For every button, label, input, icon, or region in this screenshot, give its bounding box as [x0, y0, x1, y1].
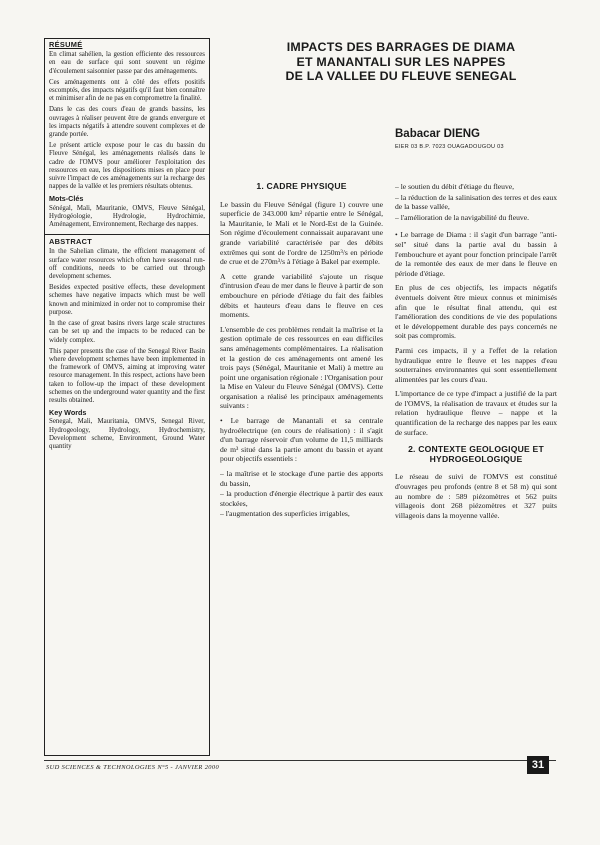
- body-paragraph: • Le barrage de Diama : il s'agit d'un barrage "anti-sel" situé dans la partie aval du bassin à l'embouchure et ayant pour fonction principale l'arrêt de la remontée des eaux de mer dans le fleuve en période d'étiage.: [395, 230, 557, 278]
- resume-paragraph: Le présent article expose pour le cas du bassin du Fleuve Sénégal, les aménagements réalisés dans le cadre de l'OMVS pour améliorer l'exploitation des ressources en eau, les dispositions mises en place pour suivre l'impact de ces aménagements sur la recharge des nappes de la vallée et les premiers résultats obtenus.: [49, 142, 205, 191]
- motscles-text: Sénégal, Mali, Mauritanie, OMVS, Fleuve Sénégal, Hydrogéologie, Hydrologie, Hydrochimie, Aménagement, Environnement, Recharge des nappes.: [49, 204, 205, 229]
- body-paragraph: • Le barrage de Manantali et sa centrale hydroélectrique (en cours de réalisation) : il s'agit d'un barrage réservoir d'un volume de 11,5 milliards de m³ situé dans la partie amont du bassin et ayant pour objectifs essentiels :: [220, 416, 383, 464]
- keywords-heading: Key Words: [49, 408, 87, 418]
- list-item: – l'amélioration de la navigabilité du fleuve.: [395, 212, 530, 222]
- motscles-heading: Mots-Clés: [49, 194, 84, 204]
- list-item: – la maîtrise et le stockage d'une partie des apports du bassin,: [220, 469, 383, 488]
- article-title: [236, 40, 566, 84]
- keywords-text: Senegal, Mali, Mauritania, OMVS, Senegal River, Hydrogeology, Hydrology, Hydrochemistry, Development scheme, Environment, Ground Water quantity: [49, 418, 205, 450]
- body-column-2: [395, 182, 557, 737]
- author-affiliation: EIER 03 B.P. 7023 OUAGADOUGOU 03: [395, 144, 504, 150]
- abstract-paragraph: This paper presents the case of the Senegal River Basin where development schemes have been implemented in the framework of OMVS, aiming at improving water resource management. In this respect, actions have been taken to follow-up the impact of these development schemes on the underground water quantity and the first results obtained.: [49, 347, 205, 404]
- body-paragraph: Le réseau de suivi de l'OMVS est constitué d'ouvrages peu profonds (entre 8 et 58 m) qui sont au nombre de : 589 piézomètres et 562 puits villageois dont 268 piézomètres et 327 puits villageois dans la moyenne vallée.: [395, 472, 557, 520]
- body-column-1: [220, 182, 383, 737]
- resume-paragraph: Ces aménagements ont à côté des effets positifs escomptés, des impacts négatifs qu'il faut bien connaître et minimiser afin de ne pas en compromettre la finalité.: [49, 78, 205, 103]
- list-item: – l'augmentation des superficies irrigables,: [220, 509, 350, 519]
- footer-rule: [44, 760, 556, 761]
- body-paragraph: En plus de ces objectifs, les impacts négatifs éventuels doivent être mieux connus et minimisés afin que le résultat final attendu, qui est l'amélioration des conditions de vie des populations et le développement durable des pays concernés ne soit pas compromis.: [395, 283, 557, 341]
- resume-paragraph: Dans le cas des cours d'eau de grands bassins, les ouvrages à réaliser peuvent être de grands envergure et les impacts négatifs à attendre souvent complexes et de grande portée.: [49, 106, 205, 139]
- body-paragraph: L'importance de ce type d'impact a justifié de la part de l'OMVS, la réalisation de travaux et études sur la relation hydraulique fleuve – nappe et la quantification de la recharge des nappes par les eaux de surface.: [395, 389, 557, 437]
- section-heading: 2. CONTEXTE GEOLOGIQUE ET HYDROGEOLOGIQUE: [408, 444, 544, 464]
- body-paragraph: A cette grande variabilité s'ajoute un risque d'intrusion d'eau de mer dans le fleuve à partir de son embouchure en période d'étiage du fait des faibles débits et hauteurs d'eau dans le fleuve en ces moments.: [220, 271, 383, 320]
- body-paragraph: Le bassin du Fleuve Sénégal (figure 1) couvre une superficie de 343.000 km² répartie entre le Sénégal, la Mauritanie, le Mali et le Nord-Est de la Guinée. Son régime d'écoulement connaissait auparavant une grande variabilité caractérisée par des débits extrêmes qui sont de l'ordre de 1250m³/s en période de crue et de 270m³/s à l'étiage à Bakel par exemple.: [220, 199, 383, 267]
- list-item: – la production d'énergie électrique à partir des eaux stockées,: [220, 489, 383, 508]
- author-name: Babacar DIENG: [395, 128, 481, 140]
- title-line: DE LA VALLEE DU FLEUVE SENEGAL: [285, 69, 517, 83]
- abstract-paragraph: In the Sahelian climate, the efficient management of surface water resources which often have seasonal run-off conditions, needs to be carried out through development schemes.: [49, 248, 205, 281]
- resume-paragraph: En climat sahélien, la gestion efficiente des ressources en eau de surface qui sont souvent un régime d'écoulement saisonnier passe par des aménagements.: [49, 51, 205, 75]
- section-heading: 1. CADRE PHYSIQUE: [256, 182, 347, 191]
- title-line: IMPACTS DES BARRAGES DE DIAMA: [286, 40, 516, 54]
- resume-heading: RÉSUMÉ: [49, 40, 83, 49]
- journal-footer: SUD SCIENCES & TECHNOLOGIES N°5 - JANVIER 2000: [46, 764, 220, 771]
- list-item: – le soutien du débit d'étiage du fleuve,: [395, 182, 515, 191]
- sidebar-divider: [45, 234, 209, 235]
- abstract-paragraph: Besides expected positive effects, these development schemes have negative impacts which must be well known and minimized in order not to compromise their purpose.: [49, 284, 205, 316]
- abstract-sidebar: [44, 38, 210, 756]
- abstract-heading: ABSTRACT: [49, 237, 93, 247]
- page-number: 31: [527, 756, 549, 774]
- title-line: ET MANANTALI SUR LES NAPPES: [296, 54, 506, 69]
- body-paragraph: L'ensemble de ces problèmes rendait la maîtrise et la gestion optimale de ces ressources en eau difficiles sans aménagements complémentaires. La réalisation et la gestion de ces aménagements ont amené les trois pays (Sénégal, Mauritanie et Mali) à mettre au point une organisation régionale : l'Organisation pour la Mise en Valeur du Fleuve Sénégal (OMVS). Cette organisation a réalisé les principaux aménagements suivants :: [220, 324, 383, 411]
- list-item: – la réduction de la salinisation des terres et des eaux de la basse vallée,: [395, 192, 557, 212]
- abstract-paragraph: In the case of great basins rivers large scale structures can be set up and the impacts to be reduced can be widely complex.: [49, 320, 205, 344]
- body-paragraph: Parmi ces impacts, il y a l'effet de la relation hydraulique entre le fleuve et les nappes d'eau souterraines environnantes qui sont essentiellement alimentées par les cours d'eau.: [395, 345, 557, 384]
